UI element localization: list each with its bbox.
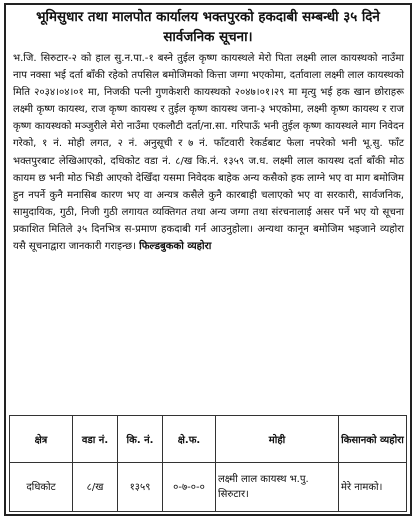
col-header-tenant: मोही bbox=[216, 416, 339, 463]
col-header-area-size: क्षे.फ. bbox=[163, 416, 216, 463]
col-header-farmer-details: किसानको व्यहोरा bbox=[339, 416, 407, 463]
fieldbook-heading: फिल्डबुकको व्यहोरा bbox=[139, 241, 212, 253]
cell-plot: १३५९ bbox=[118, 463, 163, 512]
notice-paragraph: भ.जि. सिरुटार-२ को हाल सु.न.पा.-१ बस्ने तुईल कृष्ण कायस्थले मेरो पिता लक्ष्मी लाल कायस्थको नाउँमा नाप नक्सा भई दर्ता बाँकी रहेको तपसिल बमोजिमको कित्ता जग्गा भएकोमा, दर्तावाला लक्ष्मी लाल कायस्थको मिति २०३४।०४।०१ मा, निजकी पत्नी गुणकेशरी कायस्थको २०४७।०१।२९ मा मृत्यु भई हक खान छोराहरू लक्ष्मी कृष्ण कायस्थ, राज कृष्ण कायस्थ र तुईल कृष्ण कायस्थ जना-३ भएकोमा, लक्ष्मी कृष्ण कायस्थ र राज कृष्ण कायस्थको मञ्जुरीले मेरो नाउँमा एकलौटी दर्ता/ना.सा. गरिपाऊँ भनी तुईल कृष्ण कायस्थले माग निवेदन गरेको, १ नं. मोही लगत, २ नं. अनुसूची र ७ नं. फाँटवारी रेकर्डबाट फेला नपरेको भनी भू.सु. फाँट भक्तपुरबाट लेखिआएको, दधिकोट वडा नं. ८/ख कि.नं. १३५९ ज.ध. लक्ष्मी लाल कायस्थ दर्ता बाँकी मोठ कायम छ भनी मोठ भिडी आएको देखिँदा यसमा निवेदक बाहेक अन्य कसैको हक लाग्ने भए वा माग बमोजिम हुन नपर्ने कुनै मनासिब कारण भए वा अन्यत्र कसैले कुनै कारबाही चलाएको भए वा सरकारी, सार्वजनिक, सामुदायिक, गुठी, निजी गुठी लगायत व्यक्तिगत तथा अन्य जग्गा तथा संरचनालाई असर पर्ने भए यो सूचना प्रकाशित मितिले ३५ दिनभित्र स-प्रमाण हकदाबी गर्न आउनुहोला। अन्यथा कानून बमोजिम भइजाने व्यहोरा यसै सूचनाद्वारा जानकारी गराइन्छ। bbox=[13, 53, 404, 253]
notice-body bbox=[6, 48, 410, 255]
col-header-plot: कि. नं. bbox=[118, 416, 163, 463]
table-row bbox=[10, 463, 407, 512]
cell-tenant: लक्ष्मी लाल कायस्थ भ.पु. सिरुटार। bbox=[216, 463, 339, 512]
cell-farmer-details: मेरे नामको। bbox=[339, 463, 407, 512]
table-header-row bbox=[10, 416, 407, 463]
col-header-ward: वडा नं. bbox=[73, 416, 118, 463]
notice-title: भूमिसुधार तथा मालपोत कार्यालय भक्तपुरको हकदाबी सम्बन्धी ३५ दिने सार्वजनिक सूचना। bbox=[36, 10, 380, 45]
land-record-table bbox=[9, 415, 407, 512]
col-header-area: क्षेत्र bbox=[10, 416, 73, 463]
cell-area-size: ०-७-०-० bbox=[163, 463, 216, 512]
cell-ward: ८/ख bbox=[73, 463, 118, 512]
public-notice bbox=[4, 3, 412, 516]
cell-area: दधिकोट bbox=[10, 463, 73, 512]
